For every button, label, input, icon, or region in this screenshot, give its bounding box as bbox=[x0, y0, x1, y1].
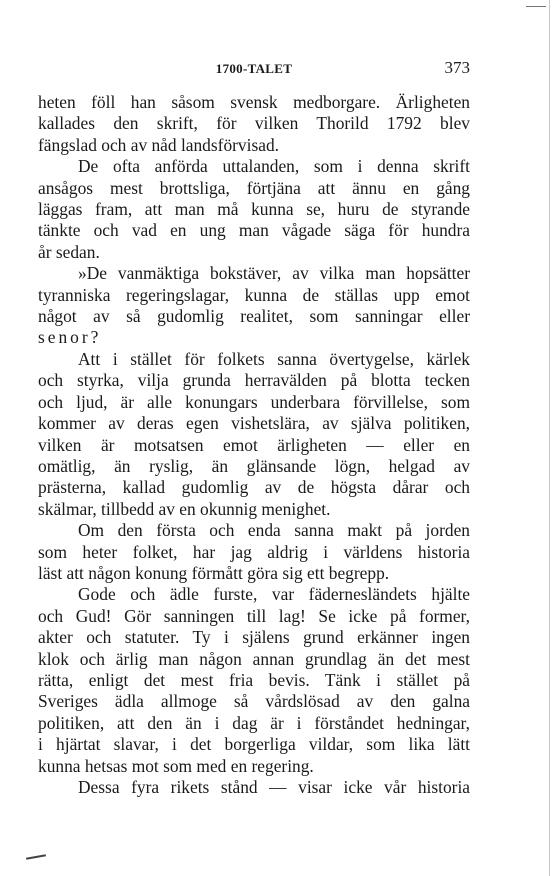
text-line: och styrka, vilja grunda herravälden på blotta tecken bbox=[38, 370, 470, 391]
text-line: vilken är motsatsen emot ärligheten — eller en bbox=[38, 434, 470, 455]
text-line: kommer av deras egen vishetslära, av själva politiken, bbox=[38, 413, 470, 434]
text-line: prästerna, kallad gudomlig av de högsta dårar och bbox=[38, 477, 470, 498]
paragraph bbox=[38, 584, 470, 777]
text-line: tänkte och vad en ung man vågade säga för hundra bbox=[38, 220, 470, 241]
text-line: som heter folket, har jag aldrig i världens historia bbox=[38, 541, 470, 562]
text-line: Sveriges ädla allmoge så vårdslösad av den galna bbox=[38, 691, 470, 712]
text-line: akter och statuter. Ty i själens grund erkänner ingen bbox=[38, 627, 470, 648]
text-line: kunna hetsas mot som med en regering. bbox=[38, 755, 314, 776]
text-line: Dessa fyra rikets stånd — visar icke vår historia bbox=[78, 777, 470, 797]
text-line: heten föll han såsom svensk medborgare. Ärligheten bbox=[38, 92, 470, 112]
text-line: Gode och ädle furste, var fädernesländets hjälte bbox=[78, 584, 470, 605]
text-line: läst att någon konung förmått göra sig ett begrepp. bbox=[38, 562, 390, 583]
paragraph bbox=[38, 520, 470, 584]
text-line: och Gud! Gör sanningen till lag! Se icke på former, bbox=[38, 605, 470, 626]
text-line: omätlig, än ryslig, än glänsande lögn, helgad av bbox=[38, 455, 470, 476]
paragraph bbox=[38, 349, 470, 520]
scan-mark-top bbox=[526, 6, 546, 7]
text-line: kallades den skrift, för vilken Thorild 1792 blev bbox=[38, 113, 470, 134]
text-line: ansågos mest brottsliga, förtjäna att ännu en gång bbox=[38, 177, 470, 198]
text-line: läggas fram, att man må kunna se, huru de styrande bbox=[38, 199, 470, 220]
body-text bbox=[38, 92, 470, 798]
text-line: senor? bbox=[38, 327, 102, 348]
paragraph bbox=[38, 92, 470, 156]
page-edge-line bbox=[549, 0, 550, 876]
text-line: Om den första och enda sanna makt på jorden bbox=[78, 520, 470, 541]
text-line: fängslad och av nåd landsförvisad. bbox=[38, 134, 279, 155]
paragraph bbox=[38, 777, 470, 798]
running-title: 1700-TALET bbox=[215, 61, 293, 76]
text-line: klok och ärlig man någon annan grundlag än det mest bbox=[38, 648, 470, 669]
text-line: politiken, att den än i dag är i förståndet hedningar, bbox=[38, 712, 470, 733]
paragraph bbox=[38, 156, 470, 263]
paragraph bbox=[38, 263, 470, 349]
text-line: år sedan. bbox=[38, 241, 100, 262]
text-line: De ofta anförda uttalanden, som i denna skrift bbox=[78, 156, 470, 177]
text-line: skälmar, tillbedd av en okunnig menighet. bbox=[38, 498, 331, 519]
text-line: Att i stället för folkets sanna övertygelse, kärlek bbox=[78, 348, 470, 369]
text-line: i hjärtat slavar, i det borgerliga vildar, som lika lätt bbox=[38, 734, 470, 755]
page-number: 373 bbox=[444, 58, 470, 77]
text-line: och ljud, är alle konungars underbara förvillelse, som bbox=[38, 391, 470, 412]
text-line: »De vanmäktiga bokstäver, av vilka man hopsätter bbox=[78, 263, 470, 284]
text-line: något av så gudomlig realitet, som sanningar eller bbox=[38, 306, 470, 327]
text-line: rätta, enligt det mest fria bevis. Tänk i stället på bbox=[38, 669, 470, 690]
text-line: tyranniska regeringslagar, kunna de ställas upp emot bbox=[38, 284, 470, 305]
scan-mark-bottom bbox=[26, 854, 46, 859]
running-head bbox=[38, 58, 470, 80]
